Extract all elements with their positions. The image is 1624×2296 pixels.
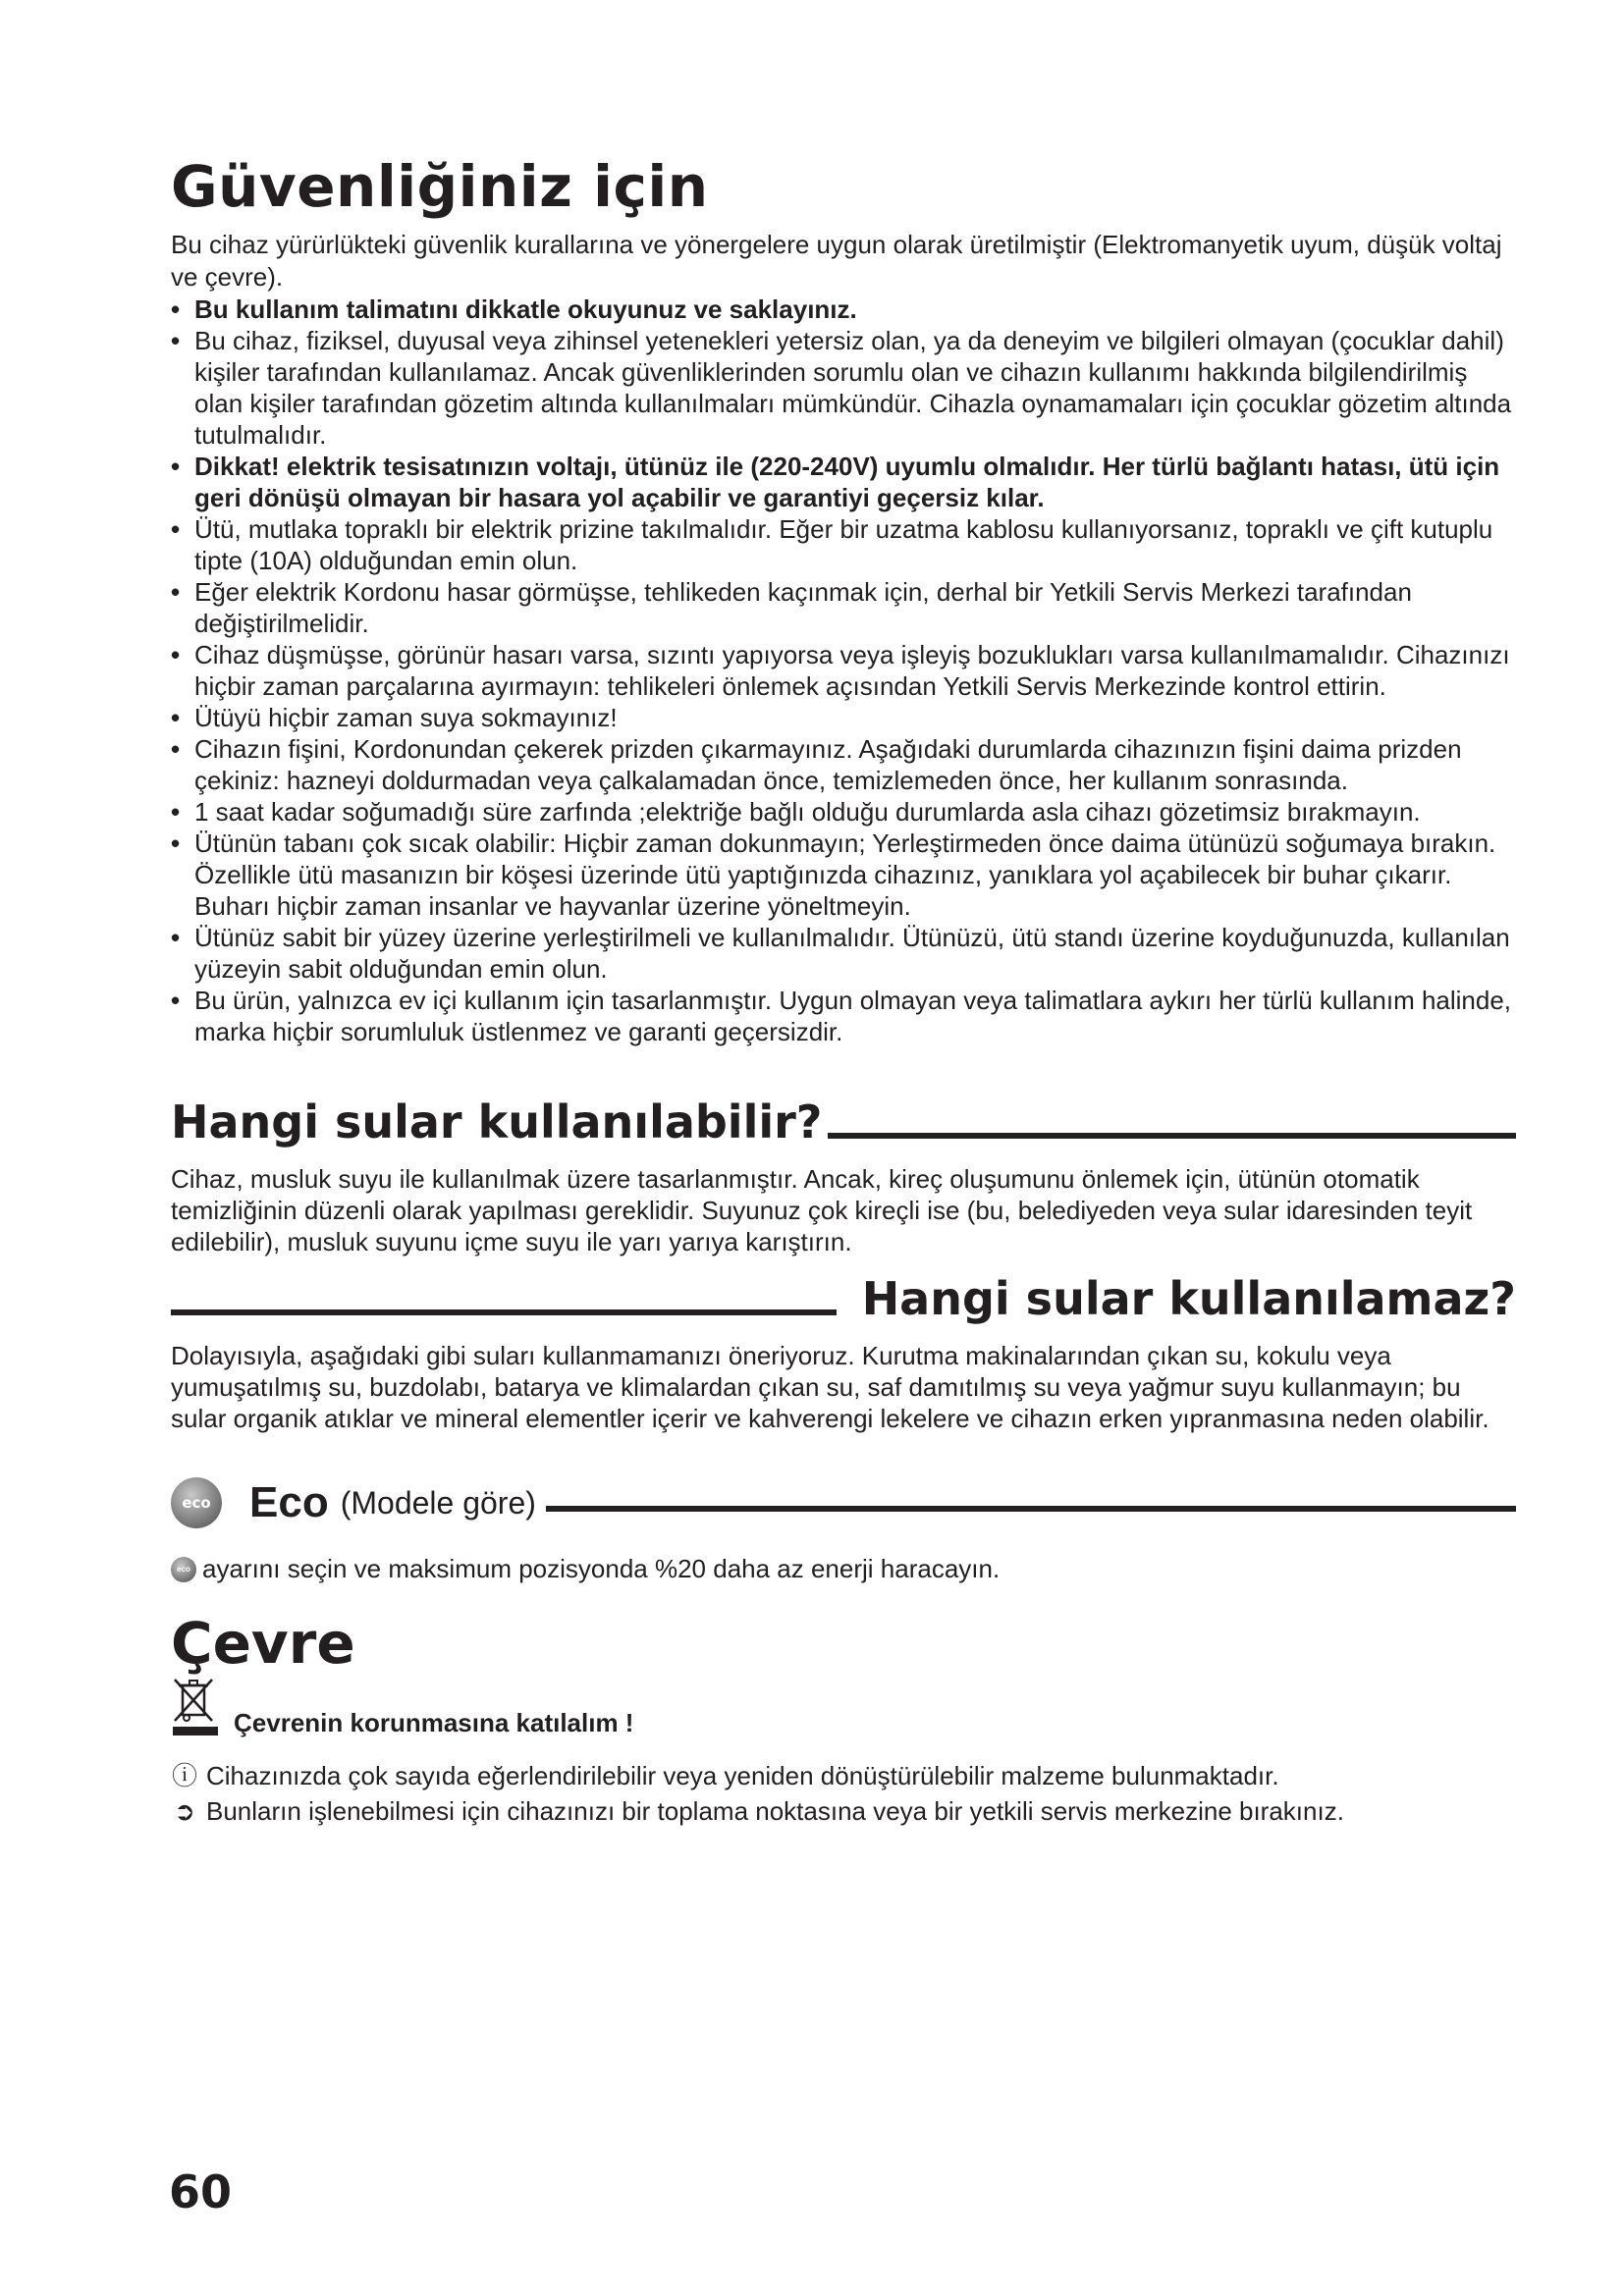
water-not-header [171, 1272, 1516, 1326]
environment-subtitle-row [171, 1676, 1516, 1738]
environment-note-text: Bunların işlenebilmesi için cihazınızı bir toplama noktasına veya bir yetkili servis merkezine bırakınız. [206, 1796, 1344, 1827]
water-ok-text: Cihaz, musluk suyu ile kullanılmak üzere tasarlanmıştır. Ancak, kireç oluşumunu önlemek için, ütünün otomatik temizliğinin düzenli olarak yapılması gereklidir. Suyunuz çok kireçli ise (bu, belediyeden veya sular idaresinden teyit edilebilir), musluk suyunu içme suyu ile yarı yarıya karıştırın. [171, 1164, 1473, 1257]
environment-notes [171, 1758, 1516, 1829]
environment-subtitle: Çevrenin korunmasına katılalım ! [234, 1708, 634, 1738]
safety-bullet: • Bu kullanım talimatını dikkatle okuyunuz ve saklayınız. [171, 294, 1516, 325]
arrow-circle-icon: ➲ [174, 1796, 195, 1827]
water-not-text: Dolayısıyla, aşağıdaki gibi suları kullanmamanızı öneriyoruz. Kurutma makinalarından çıkan su, kokulu veya yumuşatılmış su, buzdolabı, batarya ve klimalardan çıkan su, saf damıtılmış su veya yağmur suyu kullanmayın; bu sular organik atıklar ve mineral elementler içerir ve kahverengi lekelere ve cihazın erken yıpranmasına neden olabilir. [171, 1341, 1489, 1434]
water-not-title: Hangi sular kullanılamaz? [861, 1272, 1516, 1326]
eco-badge-small-icon: eco [171, 1557, 196, 1582]
safety-bullet: • Dikkat! elektrik tesisatınızın voltajı, ütünüz ile (220-240V) uyumlu olmalıdır. Her türlü bağlantı hatası, ütü için geri dönüşü olmayan bir hasara yol açabilir ve garantiyi geçersiz kılar. [171, 451, 1516, 513]
environment-note [171, 1758, 1516, 1793]
eco-badge-icon: eco [171, 1477, 222, 1528]
water-ok-title: Hangi sular kullanılabilir? [171, 1095, 823, 1148]
crossed-bin-icon [171, 1676, 224, 1738]
safety-bullet-list [171, 294, 1516, 1047]
eco-title: Eco [249, 1478, 329, 1527]
water-ok-header [171, 1095, 1516, 1148]
environment-title: Çevre [171, 1610, 355, 1678]
safety-bullet: • Ütünün tabanı çok sıcak olabilir: Hiçbir zaman dokunmayın; Yerleştirmeden önce daima ütünüzü soğumaya bırakın. Özellikle ütü masanızın bir köşesi üzerinde ütü yaptığınızda cihazınız, yanıklara yol açabilecek bir buhar çıkarır. Buharı hiçbir zaman insanlar ve hayvanlar üzerine yöneltmeyin. [171, 828, 1516, 922]
eco-instruction [171, 1554, 1516, 1584]
safety-bullet: • Cihazın fişini, Kordonundan çekerek prizden çıkarmayınız. Aşağıdaki durumlarda cihazınızın fişini daima prizden çekiniz: hazneyi doldurmadan veya çalkalamadan önce, temizlemeden önce, her kullanım sonrasında. [171, 733, 1516, 796]
safety-intro: Bu cihaz yürürlükteki güvenlik kurallarına ve yönergelere uygun olarak üretilmiştir (Elektromanyetik uyum, düşük voltaj ve çevre). [171, 229, 1502, 292]
environment-note-text: Cihazınızda çok sayıda eğerlendirilebilir veya yeniden dönüştürülebilir malzeme bulunmaktadır. [206, 1761, 1279, 1791]
section-rule [171, 1309, 837, 1315]
eco-header [171, 1477, 1516, 1528]
eco-text: ayarını seçin ve maksimum pozisyonda %20 daha az enerji haracayın. [202, 1554, 1001, 1584]
safety-bullet: • Ütünüz sabit bir yüzey üzerine yerleştirilmeli ve kullanılmalıdır. Ütünüzü, ütü standı üzerine koyduğunuzda, kullanılan yüzeyin sabit olduğundan emin olun. [171, 922, 1516, 985]
safety-bullet: • Ütüyü hiçbir zaman suya sokmayınız! [171, 702, 1516, 733]
page-number: 60 [169, 2165, 233, 2218]
environment-note [171, 1793, 1516, 1829]
safety-bullet: • Bu ürün, yalnızca ev içi kullanım için tasarlanmıştır. Uygun olmayan veya talimatlara aykırı her türlü kullanım halinde, marka hiçbir sorumluluk üstlenmez ve garanti geçersizdir. [171, 985, 1516, 1047]
safety-title: Güvenliğiniz için [171, 153, 709, 220]
info-circle-icon: ⓘ [171, 1761, 197, 1791]
safety-bullet: • Ütü, mutlaka topraklı bir elektrik prizine takılmalıdır. Eğer bir uzatma kablosu kullanıyorsanız, topraklı ve çift kutuplu tipte (10A) olduğundan emin olun. [171, 513, 1516, 576]
safety-bullet: • Cihaz düşmüşse, görünür hasarı varsa, sızıntı yapıyorsa veya işleyiş bozuklukları varsa kullanılmamalıdır. Cihazınızı hiçbir zaman parçalarına ayırmayın: tehlikeleri önlemek açısından Yetkili Servis Merkezinde kontrol ettirin. [171, 639, 1516, 702]
eco-subtitle: (Modele göre) [340, 1484, 536, 1521]
section-rule [546, 1506, 1516, 1512]
safety-bullet: • Bu cihaz, fiziksel, duyusal veya zihinsel yetenekleri yetersiz olan, ya da deneyim ve bilgileri olmayan (çocuklar dahil) kişiler tarafından kullanılamaz. Ancak güvenliklerinden sorumlu olan ve cihazın kullanımı hakkında bilgilendirilmiş olan kişiler tarafından gözetim altında kullanılmaları mümkündür. Cihazla oynamamaları için çocuklar gözetim altında tutulmalıdır. [171, 325, 1516, 451]
section-rule [828, 1133, 1516, 1139]
safety-bullet: • Eğer elektrik Kordonu hasar görmüşse, tehlikeden kaçınmak için, derhal bir Yetkili Servis Merkezi tarafından değiştirilmelidir. [171, 576, 1516, 639]
safety-bullet: • 1 saat kadar soğumadığı süre zarfında ;elektriğe bağlı olduğu durumlarda asla cihazı gözetimsiz bırakmayın. [171, 796, 1516, 828]
page-content [171, 153, 1516, 1829]
